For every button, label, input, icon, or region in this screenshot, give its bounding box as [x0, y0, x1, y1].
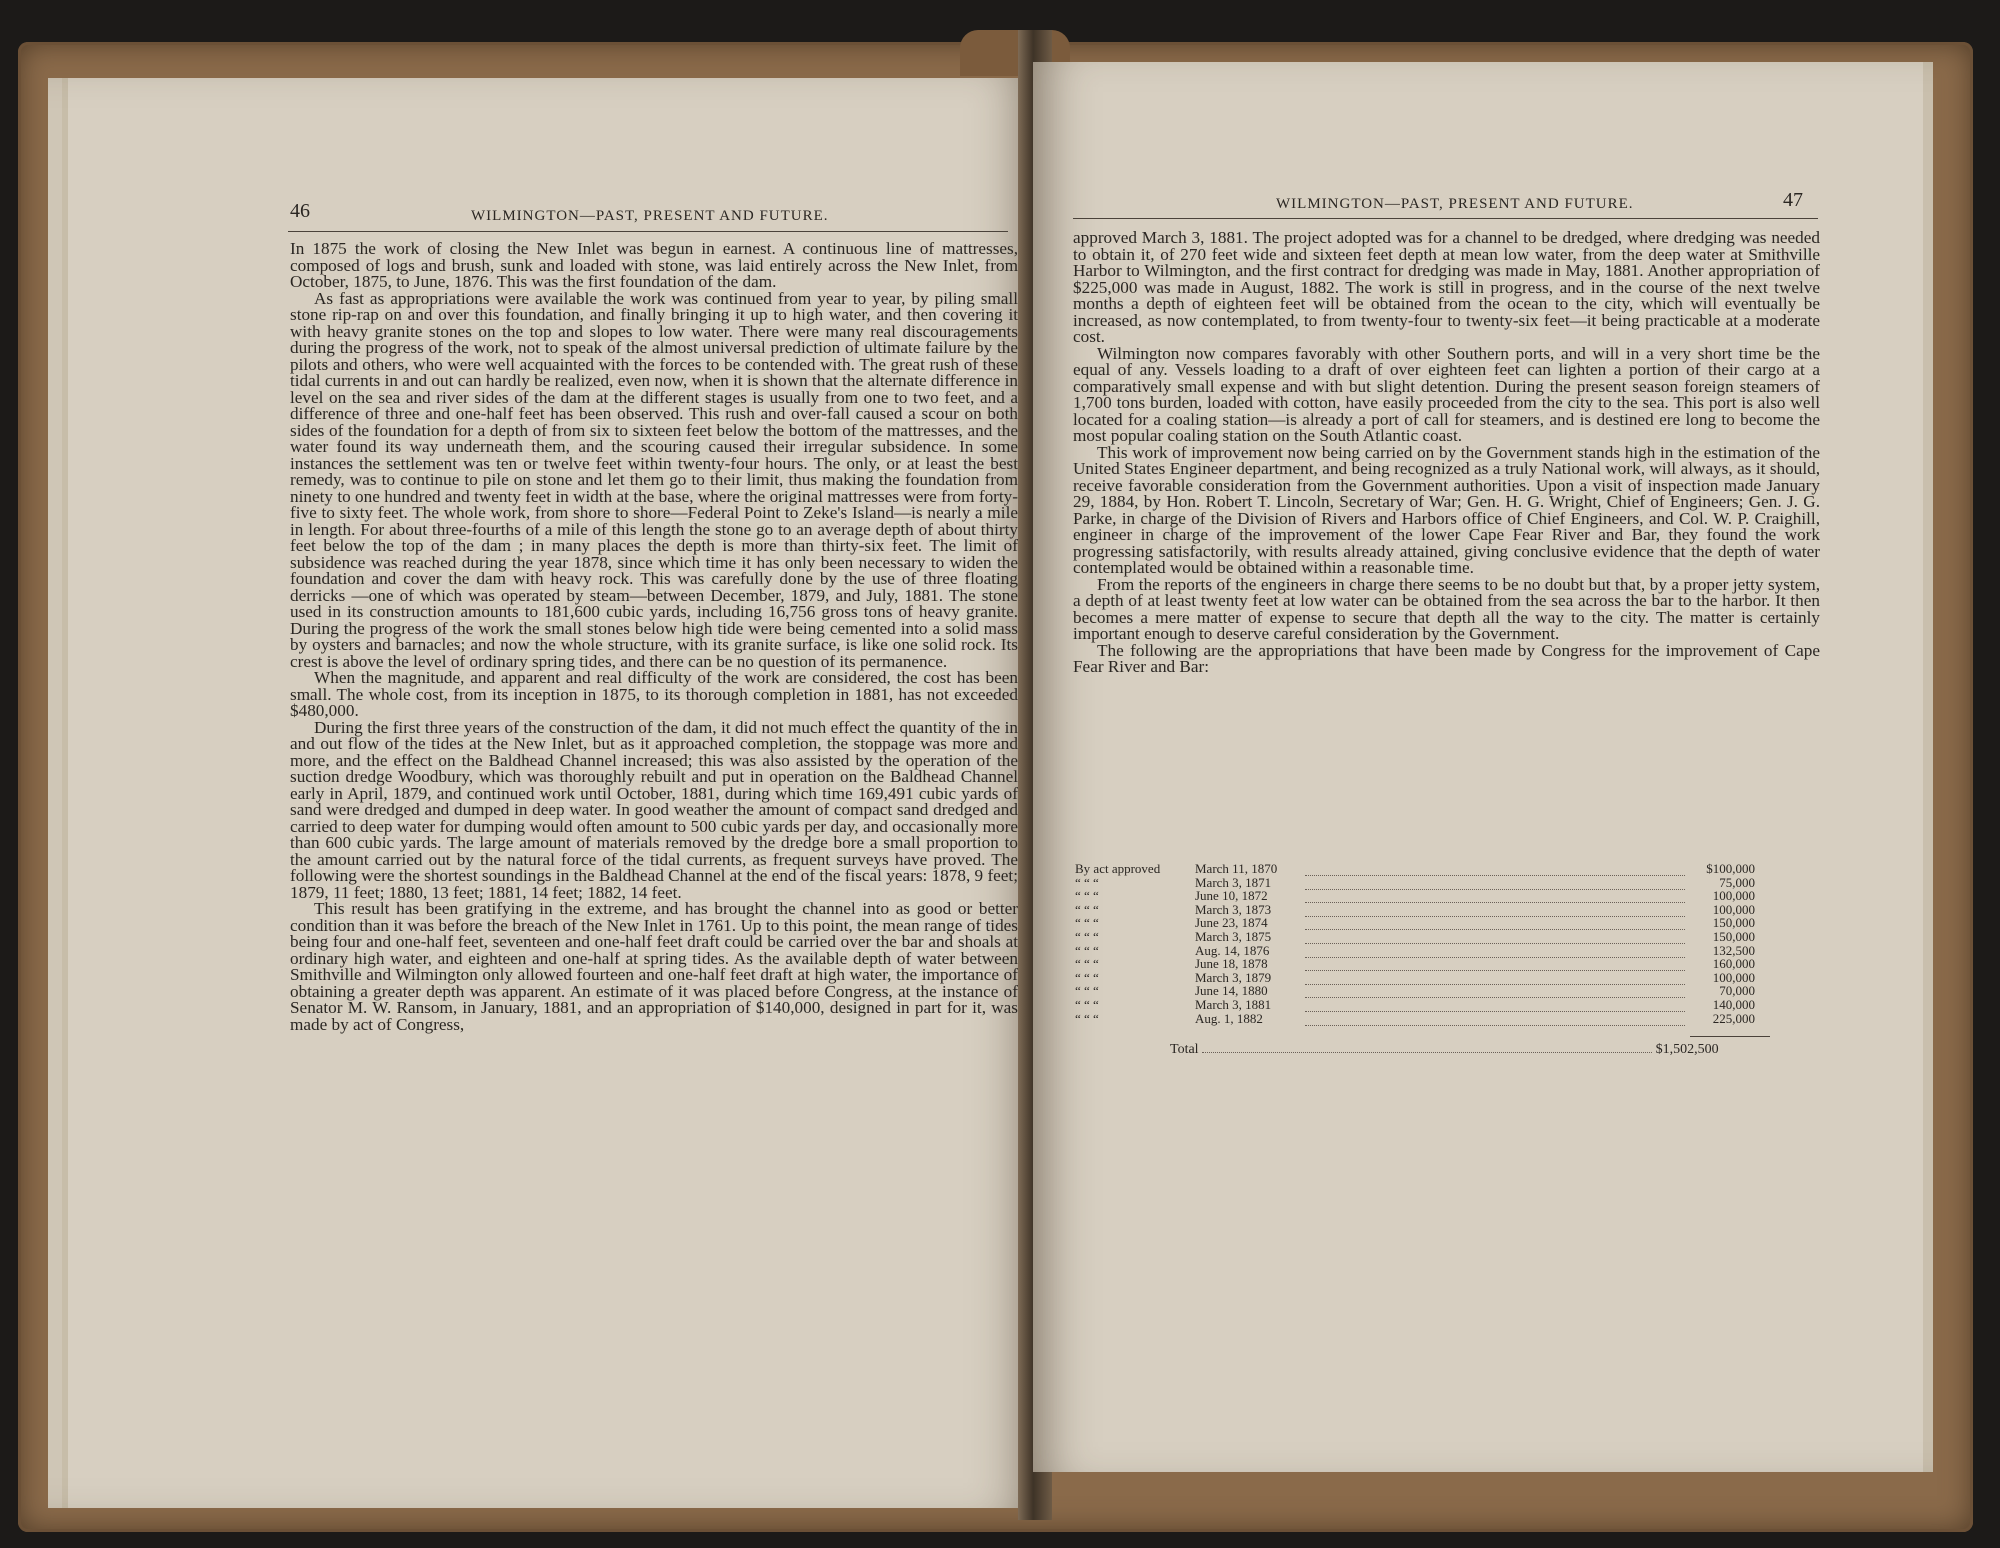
- appropriation-row: [1075, 998, 1755, 1012]
- appropriation-amount: 160,000: [1712, 956, 1755, 972]
- leader-dots: [1305, 957, 1685, 971]
- paragraph: This result has been gratifying in the extreme, and has brought the channel into as good or better condition than it was before the breach of the New Inlet in 1761. Up to this point, the mean range of tides being four and one-half feet, seventeen and one-half feet draft could be carried over the bar and shoals at ordinary high water, and eighteen and one-half at spring tides. As the available depth of water between Smithville and Wilmington only allowed fourteen and one-half feet draft at high water, the importance of obtaining a greater depth was apparent. An estimate of it was placed before Congress, at the instance of Senator M. W. Ransom, in January, 1881, and an appropriation of $140,000, designed in part for it, was made by act of Congress,: [290, 899, 1018, 1034]
- paragraph: During the first three years of the construction of the dam, it did not much effect the quantity of the in and out flow of the tides at the New Inlet, but as it approached completion, the stoppage was more and more, and the effect on the Baldhead Channel increased; this was also assisted by the operation of the suction dredge Woodbury, which was thoroughly rebuilt and put in operation on the Baldhead Channel early in April, 1879, and continued work until October, 1881, during which time 169,491 cubic yards of sand were dredged and dumped in deep water. In good weather the amount of compact sand dredged and carried to deep water for dumping would often amount to 500 cubic yards per day, and occasionally more than 600 cubic yards. The large amount of materials removed by the dredge bore a small proportion to the amount carried out by the natural force of the tidal currents, as frequent surveys have proved. The following were the shortest soundings in the Baldhead Channel at the end of the fiscal years: 1878, 9 feet; 1879, 11 feet; 1880, 13 feet; 1881, 14 feet; 1882, 14 feet.: [290, 717, 1018, 902]
- appropriation-date: March 11, 1870: [1195, 861, 1278, 876]
- appropriation-lead: “ “ “: [1075, 1010, 1099, 1026]
- appropriation-row: [1075, 930, 1755, 944]
- header-rule: [288, 231, 1008, 232]
- appropriations-table: [1075, 862, 1755, 1026]
- paragraph: Wilmington now compares favorably with other Southern ports, and will in a very short time be the equal of any. Vessels loading to a draft of over eighteen feet can lighten a portion of their cargo at a comparatively small expense and with but slight detention. During the present season foreign steamers of 1,700 tons burden, loaded with cotton, have easily proceeded from the city to the sea. This port is also well located for a coaling station—is already a port of call for steamers, and is destined ere long to become the most popular coaling station on the South Atlantic coast.: [1073, 343, 1820, 445]
- leader-dots: [1305, 862, 1685, 876]
- appropriation-amount: 70,000: [1719, 983, 1755, 999]
- appropriation-lead: “ “ “: [1075, 956, 1099, 972]
- appropriation-date: Aug. 1, 1882: [1195, 1010, 1263, 1026]
- page-number: 46: [290, 200, 310, 222]
- appropriation-date: March 3, 1879: [1195, 969, 1272, 985]
- appropriation-lead: “ “ “: [1075, 928, 1099, 944]
- leader-dots: [1305, 930, 1685, 944]
- paragraph: This work of improvement now being carried on by the Government stands high in the estimation of the United States Engineer department, and being recognized as a truly National work, will always, as it should, receive favorable consideration from the Government authorities. Upon a visit of inspection made January 29, 1884, by Hon. Robert T. Lincoln, Secretary of War; Gen. H. G. Wright, Chief of Engineers; Gen. J. G. Parke, in charge of the Division of Rivers and Harbors office of Chief Engineers, and Col. W. P. Craighill, engineer in charge of the improvement of the lower Cape Fear River and Bar, they found the work progressing satisfactorily, with results already attained, giving conclusive evidence that the depth of water contemplated would be obtained within a reasonable time.: [1073, 442, 1820, 577]
- total-row: [1170, 1042, 1719, 1058]
- appropriation-date: March 3, 1873: [1195, 901, 1272, 917]
- appropriation-row: [1075, 984, 1755, 998]
- appropriation-lead: “ “ “: [1075, 996, 1099, 1012]
- appropriation-row: [1075, 916, 1755, 930]
- paragraph: As fast as appropriations were available the work was continued from year to year, by piling small stone rip-rap on and over this foundation, and finally bringing it up to high water, and then covering it with heavy granite stones on the top and slopes to low water. There were many real discouragements during the progress of the work, not to speak of the almost universal prediction of ultimate failure by the pilots and others, who were well acquainted with the forces to be contended with. The great rush of these tidal currents in and out can hardly be realized, even now, when it is shown that the alternate difference in level on the sea and river sides of the dam at the different stages is usually from one to two feet, and a difference of three and one-half feet has been observed. This rush and over-fall caused a scour on both sides of the foundation for a depth of from six to sixteen feet below the bottom of the mattresses, and the water found its way underneath them, and the scouring caused their irregular subsidence. In some instances the settlement was ten or twelve feet within twenty-four hours. The only, or at least the best remedy, was to continue to pile on stone and let them go to their limit, thus making the foundation from ninety to one hundred and twenty feet in width at the base, where the original mattresses were from forty-five to sixty feet. The whole work, from shore to shore—Federal Point to Zeke's Island—is nearly a mile in length. For about three-fourths of a mile of this length the stone go to an average depth of about thirty feet below the top of the dam ; in many places the depth is more than thirty-six feet. The limit of subsidence was reached during the year 1878, since which time it has only been necessary to widen the foundation and cover the dam with heavy rock. This was carefully done by the use of three floating derricks —one of which was operated by steam—between December, 1879, and July, 1881. The stone used in its construction amounts to 181,600 cubic yards, including 16,756 gross tons of heavy granite. During the progress of the work the small stones below high tide were being cemented into a solid mass by oysters and barnacles; and now the whole structure, with its granite surface, is like one solid rock. Its crest is above the level of ordinary spring tides, and there can be no question of its permanence.: [290, 288, 1018, 671]
- appropriation-row: [1075, 862, 1755, 876]
- appropriation-date: March 3, 1871: [1195, 874, 1272, 890]
- appropriation-row: [1075, 903, 1755, 917]
- appropriation-amount: 150,000: [1712, 928, 1755, 944]
- appropriation-amount: 100,000: [1712, 901, 1755, 917]
- appropriation-lead: “ “ “: [1075, 874, 1099, 890]
- leader-dots: [1305, 984, 1685, 998]
- page-number: 47: [1783, 189, 1803, 211]
- appropriation-row: [1075, 1012, 1755, 1026]
- right-body-text: [1073, 230, 1820, 676]
- appropriation-lead: “ “ “: [1075, 969, 1099, 985]
- total-amount: $1,502,500: [1655, 1042, 1719, 1057]
- left-page: [48, 78, 1033, 1508]
- appropriation-lead: “ “ “: [1075, 983, 1099, 999]
- leader-dots: [1305, 971, 1685, 985]
- appropriation-amount: 132,500: [1712, 942, 1755, 958]
- appropriation-date: June 14, 1880: [1195, 983, 1268, 999]
- leader-dots: [1305, 889, 1685, 903]
- header-rule: [1073, 218, 1818, 219]
- appropriation-row: [1075, 957, 1755, 971]
- right-page: [1033, 62, 1933, 1472]
- appropriation-date: June 18, 1878: [1195, 956, 1268, 972]
- appropriation-lead: “ “ “: [1075, 942, 1099, 958]
- left-body-text: [290, 241, 1018, 1033]
- appropriation-lead: “ “ “: [1075, 915, 1099, 931]
- paragraph: The following are the appropriations that have been made by Congress for the improvement of Cape Fear River and Bar:: [1073, 640, 1820, 676]
- paragraph: approved March 3, 1881. The project adopted was for a channel to be dredged, where dredging was needed to obtain it, of 270 feet wide and sixteen feet depth at mean low water, from the deep water at Smithville Harbor to Wilmington, and the first contract for dredging was made in May, 1881. Another appropriation of $225,000 was made in August, 1882. The work is still in progress, and in the course of the next twelve months a depth of eighteen feet will be obtained from the ocean to the city, which will eventually be increased, as now contemplated, to from twenty-four to twenty-six feet—it being practicable at a moderate cost.: [1073, 228, 1820, 346]
- paragraph: In 1875 the work of closing the New Inlet was begun in earnest. A continuous line of mattresses, composed of logs and brush, sunk and loaded with stone, was laid entirely across the New Inlet, from October, 1875, to June, 1876. This was the first foundation of the dam.: [290, 239, 1018, 291]
- appropriation-amount: $100,000: [1706, 861, 1755, 876]
- appropriation-date: March 3, 1875: [1195, 928, 1272, 944]
- leader-dots: [1305, 876, 1685, 890]
- appropriation-date: June 23, 1874: [1195, 915, 1268, 931]
- appropriation-date: June 10, 1872: [1195, 888, 1268, 904]
- appropriation-amount: 100,000: [1712, 969, 1755, 985]
- total-rule: [1690, 1036, 1770, 1037]
- appropriation-date: March 3, 1881: [1195, 996, 1272, 1012]
- paragraph: From the reports of the engineers in charge there seems to be no doubt but that, by a proper jetty system, a depth of at least twenty feet at low water can be obtained from the sea across the bar to the harbor. It then becomes a mere matter of expense to secure that depth all the way to the city. The matter is certainly important enough to deserve careful consideration by the Government.: [1073, 574, 1820, 643]
- appropriation-amount: 150,000: [1712, 915, 1755, 931]
- running-head: WILMINGTON—PAST, PRESENT AND FUTURE.: [471, 208, 829, 224]
- appropriation-amount: 75,000: [1719, 874, 1755, 890]
- appropriation-row: [1075, 876, 1755, 890]
- appropriation-date: Aug. 14, 1876: [1195, 942, 1270, 958]
- appropriation-row: [1075, 971, 1755, 985]
- appropriation-row: [1075, 889, 1755, 903]
- leader-dots: [1305, 903, 1685, 917]
- appropriation-row: [1075, 944, 1755, 958]
- leader-dots: [1305, 916, 1685, 930]
- appropriation-amount: 100,000: [1712, 888, 1755, 904]
- appropriation-lead: “ “ “: [1075, 901, 1099, 917]
- running-head: WILMINGTON—PAST, PRESENT AND FUTURE.: [1276, 196, 1634, 212]
- leader-dots: [1305, 1012, 1685, 1026]
- leader-dots: [1202, 1052, 1652, 1053]
- appropriation-amount: 140,000: [1712, 996, 1755, 1012]
- leader-dots: [1305, 998, 1685, 1012]
- appropriation-amount: 225,000: [1712, 1010, 1755, 1026]
- leader-dots: [1305, 944, 1685, 958]
- paragraph: When the magnitude, and apparent and real difficulty of the work are considered, the cost has been small. The whole cost, from its inception in 1875, to its thorough completion in 1881, has not exceeded $480,000.: [290, 668, 1018, 720]
- appropriation-lead: “ “ “: [1075, 888, 1099, 904]
- appropriation-lead: By act approved: [1075, 861, 1161, 876]
- total-label: Total: [1170, 1042, 1199, 1057]
